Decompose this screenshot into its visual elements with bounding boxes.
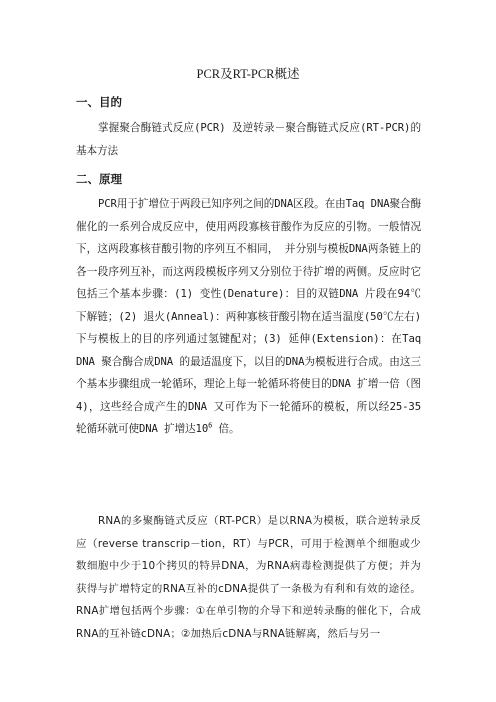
paragraph-pcr-principle (76, 193, 421, 441)
paragraph-rt-pcr: RNA的多聚酶链式反应（RT-PCR）是以RNA为模板，联合逆转录反应（reverse transcrip－tion，RT）与PCR，可用于检测单个细胞或少数细胞中少于10个拷贝的特异DNA，为RNA病毒检测提供了方便；并为获得与扩增特定的RNA互补的cDNA提供了一条极为有利和有效的途径。RNA扩增包括两个步骤：①在单引物的介导下和逆转录酶的催化下，合成RNA的互补链cDNA；②加热后cDNA与RNA链解离，然后与另一 (76, 515, 421, 640)
section-heading-principle: 二、原理 (76, 172, 122, 186)
paragraph-pcr-principle-text: PCR用于扩增位于两段已知序列之间的DNA区段。在由Taq DNA聚合酶催化的一系列合成反应中，使用两段寡核苷酸作为反应的引物。一般情况下，这两段寡核苷酸引物的序列互不相同， 并分别与模板DNA两条链上的各一段序列互补，而这两段模板序列又分别位于待扩增的两侧。反应时它包括三个基本步骤：(1) 变性(Denature)：目的双链DNA 片段在94℃下解链；(2) 退火(Anneal)：两种寡核苷酸引物在适当温度(50℃左右)下与模板上的目的序列通过氢键配对；(3) 延伸(Extension)：在Taq DNA 聚合酶合成DNA 的最适温度下，以目的DNA为模板进行合成。由这三个基本步骤组成一轮循环，理论上每一轮循环将使目的DNA 扩增一倍（图4)，这些经合成产生的DNA 又可作为下一轮循环的模板，所以经25-35 轮循环就可使DNA 扩增达10 (76, 198, 421, 435)
exponent: 6 (208, 421, 213, 430)
paragraph-purpose: 掌握聚合酶链式反应(PCR) 及逆转录－聚合酶链式反应(RT-PCR)的基本方法 (76, 122, 421, 157)
section-heading-purpose: 一、目的 (76, 95, 122, 109)
document-title: PCR及RT-PCR概述 (196, 67, 300, 81)
paragraph-pcr-principle-end: 倍。 (212, 423, 240, 435)
